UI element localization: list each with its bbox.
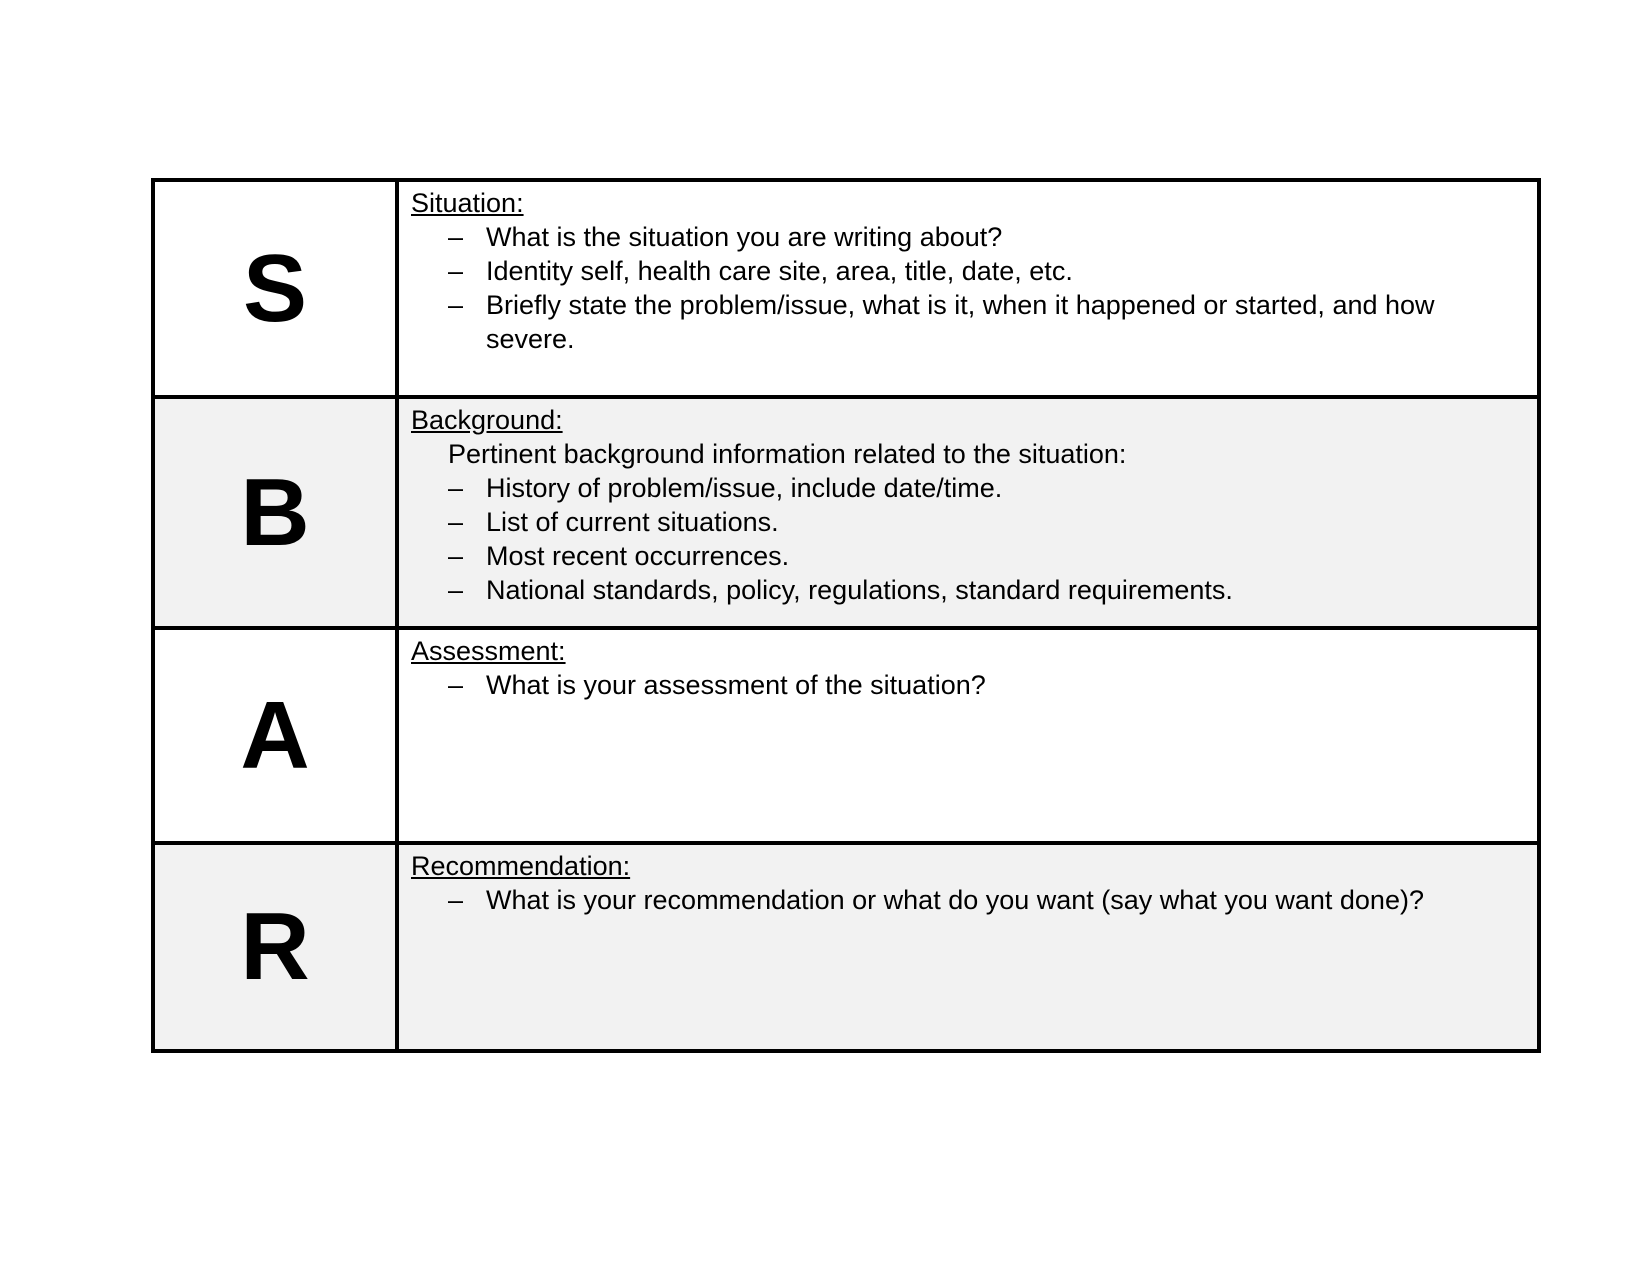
situation-bullets (411, 220, 1525, 356)
list-item: – Identity self, health care site, area, title, date, etc. (448, 256, 1073, 286)
sbar-table (151, 178, 1541, 1053)
assessment-heading: Assessment: (411, 636, 566, 666)
recommendation-content (399, 845, 1537, 1049)
list-item: – What is your assessment of the situation? (448, 670, 986, 700)
background-row (155, 395, 1537, 626)
recommendation-bullets (411, 883, 1525, 917)
background-content (399, 399, 1537, 626)
assessment-letter-cell (155, 630, 399, 841)
background-letter-cell (155, 399, 399, 626)
dash-marker: – (448, 670, 464, 700)
recommendation-letter-cell (155, 845, 399, 1049)
situation-letter: S (242, 234, 308, 342)
list-item: – History of problem/issue, include date/time. (448, 473, 1003, 503)
background-intro: Pertinent background information related to the situation: (448, 439, 1127, 469)
situation-content (399, 182, 1537, 395)
dash-marker: – (448, 222, 464, 252)
list-item: – What is the situation you are writing about? (448, 222, 1003, 252)
dash-marker: – (448, 473, 464, 503)
assessment-letter: A (240, 681, 310, 789)
dash-marker: – (448, 541, 464, 571)
recommendation-row (155, 841, 1537, 1049)
situation-row (155, 182, 1537, 395)
situation-letter-cell (155, 182, 399, 395)
background-heading: Background: (411, 405, 563, 435)
dash-marker: – (448, 290, 464, 320)
assessment-content (399, 630, 1537, 841)
list-item: – Most recent occurrences. (448, 541, 790, 571)
dash-marker: – (448, 885, 464, 915)
list-item: – List of current situations. (448, 507, 779, 537)
recommendation-heading: Recommendation: (411, 851, 631, 881)
background-letter: B (240, 458, 310, 566)
dash-marker: – (448, 575, 464, 605)
assessment-bullets (411, 668, 1525, 702)
recommendation-letter: R (240, 893, 310, 1000)
list-item: – What is your recommendation or what do you want (say what you want done)? (448, 885, 1424, 915)
dash-marker: – (448, 507, 464, 537)
list-item: – Briefly state the problem/issue, what is it, when it happened or started, and how severe. (448, 290, 1435, 354)
list-item: – National standards, policy, regulations, standard requirements. (448, 575, 1233, 605)
dash-marker: – (448, 256, 464, 286)
assessment-row (155, 626, 1537, 841)
situation-heading: Situation: (411, 188, 524, 218)
background-bullets (411, 471, 1525, 607)
